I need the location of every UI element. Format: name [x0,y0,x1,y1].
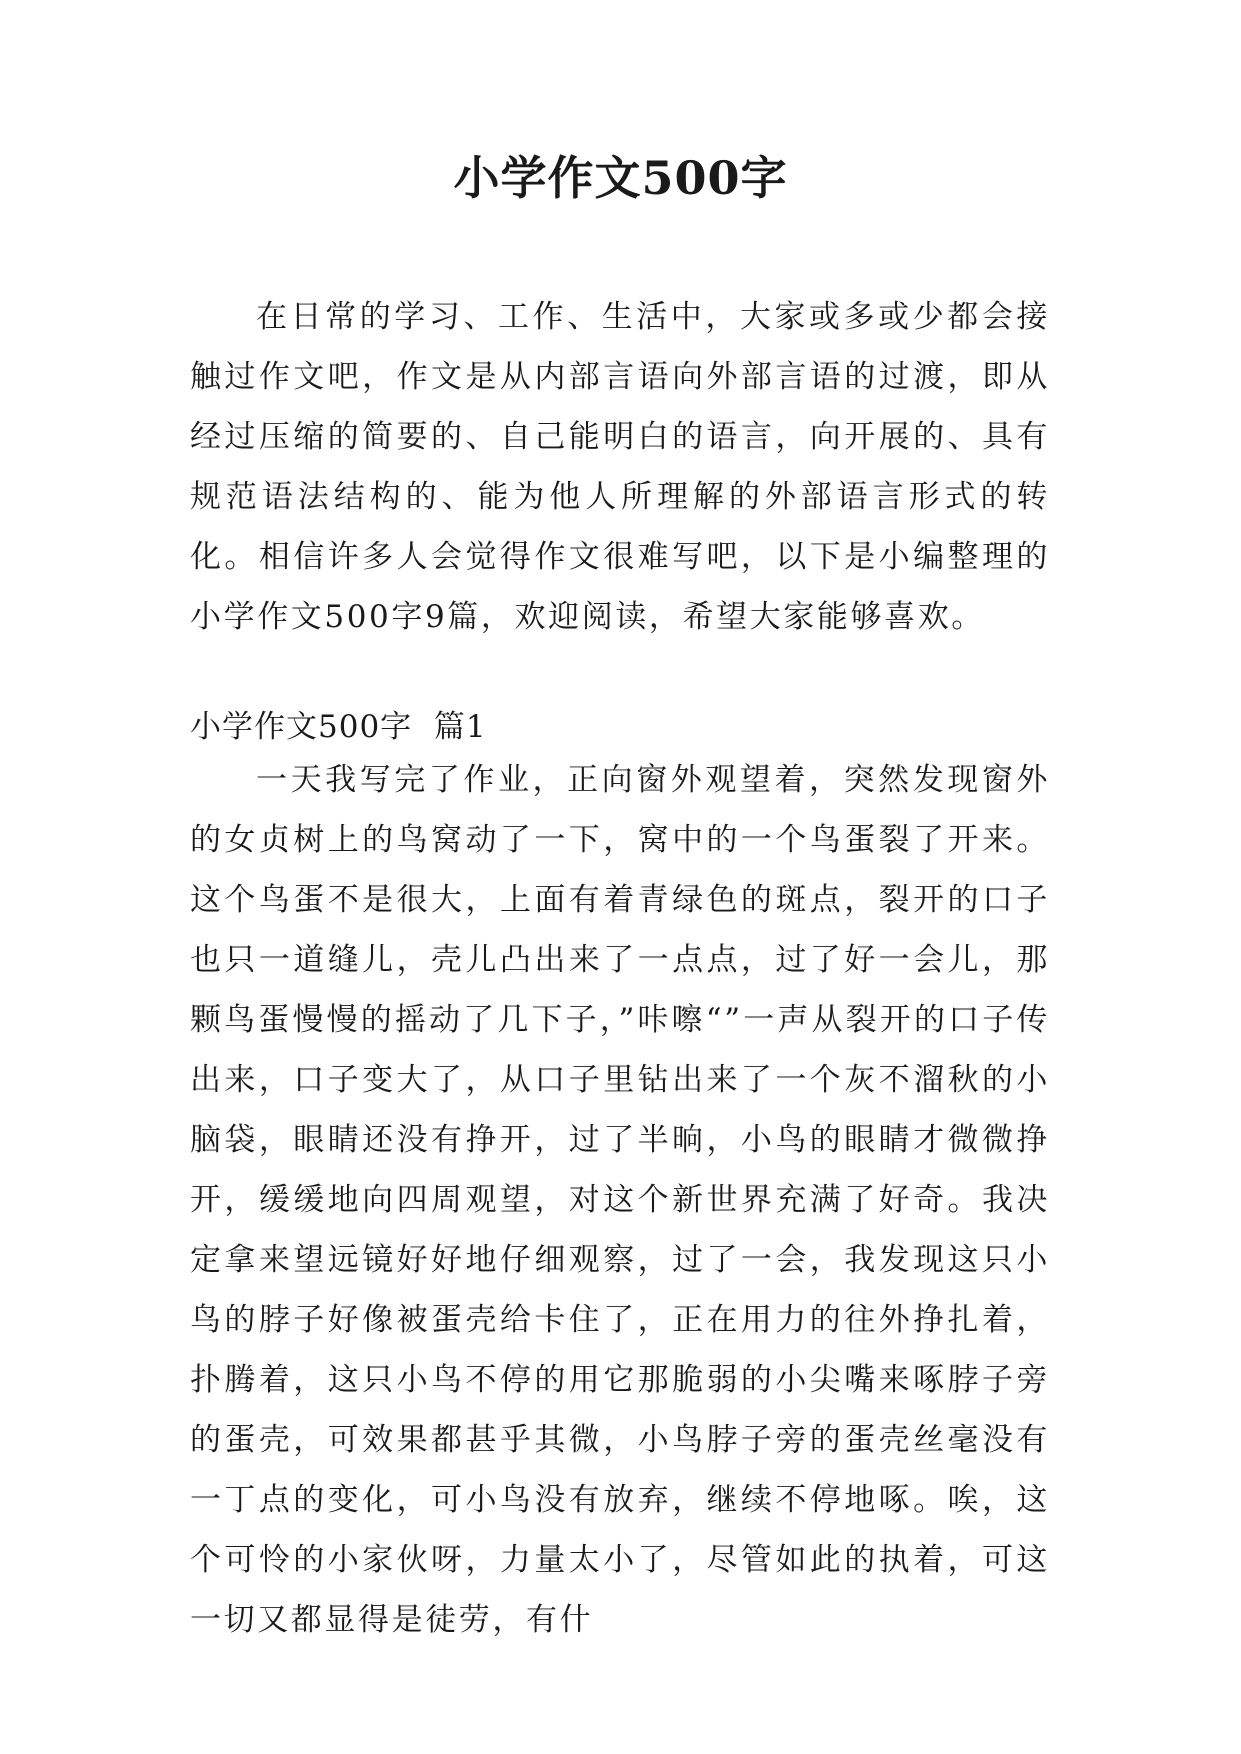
section-heading: 小学作文500字 篇1 [190,709,487,745]
intro-paragraph: 在日常的学习、工作、生活中，大家或多或少都会接触过作文吧，作文是从内部言语向外部言语的过渡，即从经过压缩的简要的、自己能明白的语言，向开展的、具有规范语法结构的、能为他人所理解的外部语言形式的转化。相信许多人会觉得作文很难写吧，以下是小编整理的小学作文500字9篇，欢迎阅读，希望大家能够喜欢。 [190,299,1050,635]
document-title: 小学作文500字 [453,151,788,205]
essay-paragraph: 一天我写完了作业，正向窗外观望着，突然发现窗外的女贞树上的鸟窝动了一下，窝中的一个鸟蛋裂了开来。这个鸟蛋不是很大，上面有着青绿色的斑点，裂开的口子也只一道缝儿，壳儿凸出来了一点点，过了好一会儿，那颗鸟蛋慢慢的摇动了几下子，”咔嚓“”一声从裂开的口子传出来，口子变大了，从口子里钻出来了一个灰不溜秋的小脑袋，眼睛还没有挣开，过了半晌，小鸟的眼睛才微微挣开，缓缓地向四周观望，对这个新世界充满了好奇。我决定拿来望远镜好好地仔细观察，过了一会，我发现这只小鸟的脖子好像被蛋壳给卡住了，正在用力的往外挣扎着，扑腾着，这只小鸟不停的用它那脆弱的小尖嘴来啄脖子旁的蛋壳，可效果都甚乎其微，小鸟脖子旁的蛋壳丝毫没有一丁点的变化，可小鸟没有放弃，继续不停地啄。唉，这个可怜的小家伙呀，力量太小了，尽管如此的执着，可这一切又都显得是徒劳，有什 [190,762,1050,1638]
